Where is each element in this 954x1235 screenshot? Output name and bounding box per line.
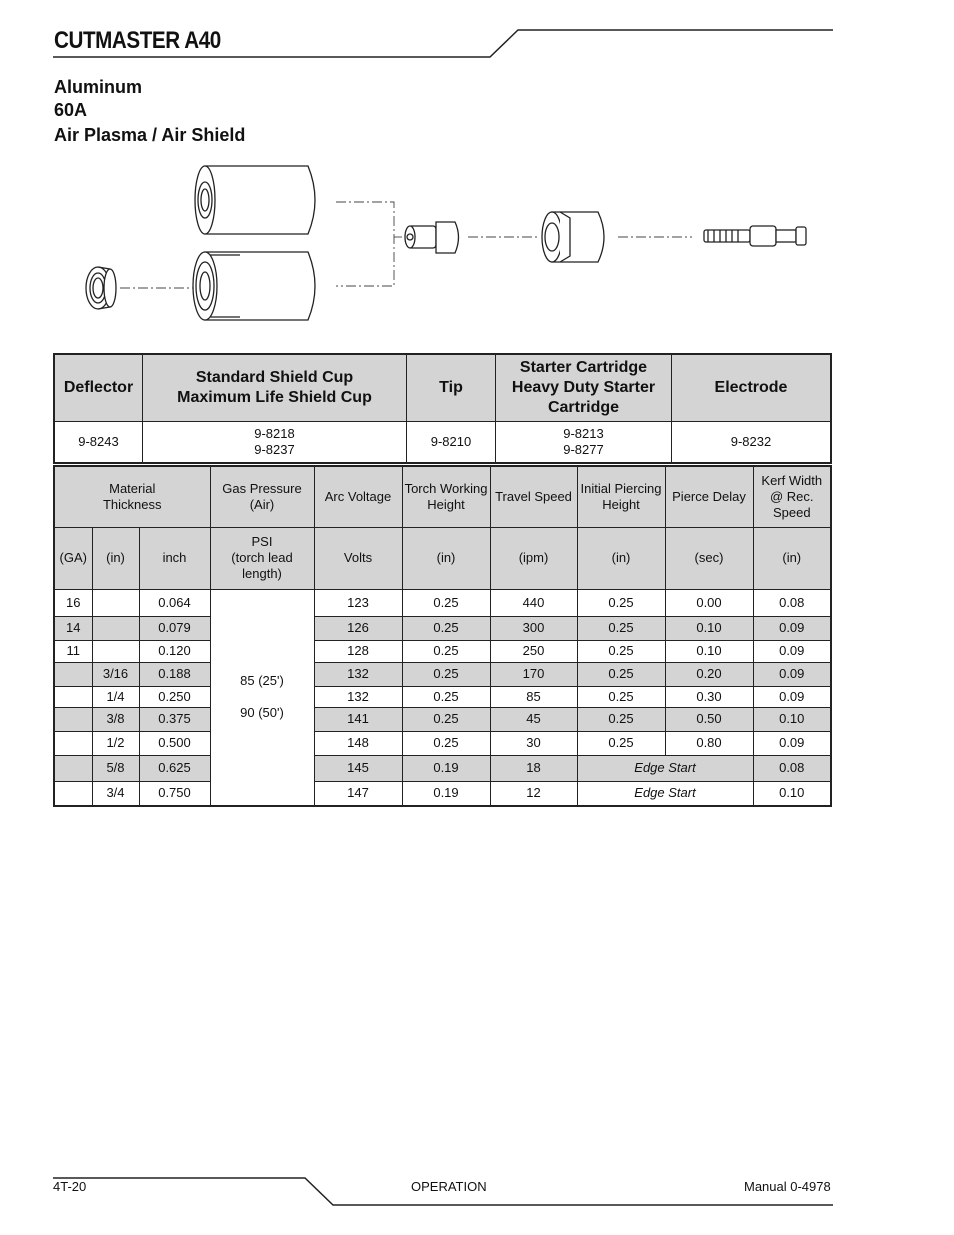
max-life-shield-cup-drawing bbox=[193, 252, 315, 320]
edge-start-cell: Edge Start bbox=[577, 755, 753, 781]
section-name: OPERATION bbox=[411, 1179, 487, 1194]
unit-inch: inch bbox=[139, 527, 210, 589]
deflector-drawing bbox=[86, 267, 116, 309]
electrode-drawing bbox=[704, 226, 806, 246]
travel-speed-cell: 12 bbox=[490, 781, 577, 806]
inch-cell: 0.375 bbox=[139, 707, 210, 731]
gauge-cell bbox=[54, 707, 92, 731]
fraction-cell bbox=[92, 616, 139, 640]
fraction-cell: 3/4 bbox=[92, 781, 139, 806]
kerf-width-cell: 0.08 bbox=[753, 589, 831, 616]
inch-cell: 0.625 bbox=[139, 755, 210, 781]
initial-piercing-height-header: Initial Piercing Height bbox=[577, 466, 665, 527]
consumables-header-row bbox=[54, 354, 831, 421]
fraction-cell: 3/16 bbox=[92, 662, 139, 686]
settings-units-row bbox=[54, 527, 831, 589]
unit-psi: PSI (torch lead length) bbox=[210, 527, 314, 589]
arc-voltage-cell: 132 bbox=[314, 662, 402, 686]
settings-row bbox=[54, 589, 831, 616]
gauge-cell bbox=[54, 662, 92, 686]
starter-cartridge-header: Starter Cartridge Heavy Duty Starter Cartridge bbox=[496, 354, 672, 421]
pressure-25ft: 85 (25') bbox=[240, 673, 284, 689]
cut-settings-table bbox=[53, 465, 832, 807]
consumables-values-row bbox=[54, 421, 831, 463]
torch-height-cell: 0.25 bbox=[402, 662, 490, 686]
material-thickness-header: Material Thickness bbox=[54, 466, 210, 527]
kerf-width-cell: 0.10 bbox=[753, 781, 831, 806]
travel-speed-cell: 170 bbox=[490, 662, 577, 686]
kerf-width-cell: 0.09 bbox=[753, 616, 831, 640]
inch-cell: 0.079 bbox=[139, 616, 210, 640]
inch-cell: 0.250 bbox=[139, 686, 210, 707]
inch-cell: 0.064 bbox=[139, 589, 210, 616]
inch-cell: 0.120 bbox=[139, 640, 210, 662]
shield-cup-part-numbers: 9-8218 9-8237 bbox=[143, 421, 407, 463]
settings-row bbox=[54, 707, 831, 731]
consumables-illustration bbox=[80, 160, 820, 330]
pierce-height-cell: 0.25 bbox=[577, 589, 665, 616]
kerf-width-cell: 0.09 bbox=[753, 662, 831, 686]
gauge-cell bbox=[54, 755, 92, 781]
gauge-cell bbox=[54, 731, 92, 755]
kerf-width-cell: 0.10 bbox=[753, 707, 831, 731]
shield-cup-header: Standard Shield Cup Maximum Life Shield Cup bbox=[143, 354, 407, 421]
travel-speed-cell: 18 bbox=[490, 755, 577, 781]
arc-voltage-cell: 123 bbox=[314, 589, 402, 616]
fraction-cell: 1/4 bbox=[92, 686, 139, 707]
tip-part-number: 9-8210 bbox=[407, 421, 496, 463]
gas-pressure-cell bbox=[210, 589, 314, 806]
deflector-header: Deflector bbox=[54, 354, 143, 421]
torch-height-cell: 0.25 bbox=[402, 731, 490, 755]
settings-row bbox=[54, 781, 831, 806]
kerf-width-cell: 0.08 bbox=[753, 755, 831, 781]
pierce-delay-cell: 0.00 bbox=[665, 589, 753, 616]
kerf-width-cell: 0.09 bbox=[753, 686, 831, 707]
torch-working-height-header: Torch Working Height bbox=[402, 466, 490, 527]
torch-height-cell: 0.25 bbox=[402, 640, 490, 662]
unit-volts: Volts bbox=[314, 527, 402, 589]
gauge-cell bbox=[54, 686, 92, 707]
standard-shield-cup-drawing bbox=[195, 166, 315, 234]
gauge-cell: 14 bbox=[54, 616, 92, 640]
electrode-header: Electrode bbox=[672, 354, 832, 421]
inch-cell: 0.500 bbox=[139, 731, 210, 755]
arc-voltage-cell: 128 bbox=[314, 640, 402, 662]
unit-iph: (in) bbox=[577, 527, 665, 589]
amperage-label: 60A bbox=[54, 100, 88, 120]
unit-sec: (sec) bbox=[665, 527, 753, 589]
gauge-cell: 11 bbox=[54, 640, 92, 662]
fraction-cell bbox=[92, 640, 139, 662]
settings-row bbox=[54, 731, 831, 755]
travel-speed-cell: 300 bbox=[490, 616, 577, 640]
electrode-part-number: 9-8232 bbox=[672, 421, 832, 463]
pierce-height-cell: 0.25 bbox=[577, 707, 665, 731]
travel-speed-cell: 250 bbox=[490, 640, 577, 662]
fraction-cell: 5/8 bbox=[92, 755, 139, 781]
arc-voltage-cell: 145 bbox=[314, 755, 402, 781]
settings-row bbox=[54, 662, 831, 686]
travel-speed-header: Travel Speed bbox=[490, 466, 577, 527]
pierce-height-cell: 0.25 bbox=[577, 616, 665, 640]
settings-row bbox=[54, 686, 831, 707]
arc-voltage-cell: 132 bbox=[314, 686, 402, 707]
starter-cartridge-drawing bbox=[542, 212, 604, 262]
settings-row bbox=[54, 616, 831, 640]
torch-height-cell: 0.25 bbox=[402, 589, 490, 616]
unit-ipm: (ipm) bbox=[490, 527, 577, 589]
unit-ga: (GA) bbox=[54, 527, 92, 589]
unit-twh: (in) bbox=[402, 527, 490, 589]
arc-voltage-header: Arc Voltage bbox=[314, 466, 402, 527]
fraction-cell: 3/8 bbox=[92, 707, 139, 731]
deflector-part-number: 9-8243 bbox=[54, 421, 143, 463]
settings-row bbox=[54, 755, 831, 781]
starter-cartridge-part-numbers: 9-8213 9-8277 bbox=[496, 421, 672, 463]
pierce-delay-cell: 0.30 bbox=[665, 686, 753, 707]
torch-height-cell: 0.25 bbox=[402, 616, 490, 640]
pressure-50ft: 90 (50') bbox=[240, 705, 284, 721]
page-number: 4T-20 bbox=[53, 1179, 87, 1194]
pierce-delay-cell: 0.50 bbox=[665, 707, 753, 731]
inch-cell: 0.188 bbox=[139, 662, 210, 686]
torch-height-cell: 0.25 bbox=[402, 686, 490, 707]
pierce-height-cell: 0.25 bbox=[577, 662, 665, 686]
pierce-delay-cell: 0.10 bbox=[665, 616, 753, 640]
pierce-delay-cell: 0.20 bbox=[665, 662, 753, 686]
tip-drawing bbox=[405, 222, 459, 253]
settings-row bbox=[54, 640, 831, 662]
travel-speed-cell: 30 bbox=[490, 731, 577, 755]
unit-in: (in) bbox=[92, 527, 139, 589]
pierce-height-cell: 0.25 bbox=[577, 640, 665, 662]
arc-voltage-cell: 148 bbox=[314, 731, 402, 755]
consumables-table bbox=[53, 353, 832, 464]
edge-start-cell: Edge Start bbox=[577, 781, 753, 806]
tip-header: Tip bbox=[407, 354, 496, 421]
gauge-cell bbox=[54, 781, 92, 806]
pierce-delay-header: Pierce Delay bbox=[665, 466, 753, 527]
unit-kerf: (in) bbox=[753, 527, 831, 589]
travel-speed-cell: 45 bbox=[490, 707, 577, 731]
pierce-height-cell: 0.25 bbox=[577, 731, 665, 755]
gas-pressure-header: Gas Pressure (Air) bbox=[210, 466, 314, 527]
travel-speed-cell: 440 bbox=[490, 589, 577, 616]
manual-number: Manual 0-4978 bbox=[744, 1179, 831, 1194]
pierce-height-cell: 0.25 bbox=[577, 686, 665, 707]
kerf-width-cell: 0.09 bbox=[753, 731, 831, 755]
arc-voltage-cell: 141 bbox=[314, 707, 402, 731]
travel-speed-cell: 85 bbox=[490, 686, 577, 707]
page-title: CUTMASTER A40 bbox=[54, 27, 221, 54]
fraction-cell bbox=[92, 589, 139, 616]
gas-label: Air Plasma / Air Shield bbox=[54, 125, 246, 145]
pierce-delay-cell: 0.80 bbox=[665, 731, 753, 755]
inch-cell: 0.750 bbox=[139, 781, 210, 806]
arc-voltage-cell: 126 bbox=[314, 616, 402, 640]
kerf-width-header: Kerf Width @ Rec. Speed bbox=[753, 466, 831, 527]
material-label: Aluminum bbox=[54, 77, 142, 97]
torch-height-cell: 0.19 bbox=[402, 781, 490, 806]
settings-header-row bbox=[54, 466, 831, 527]
torch-height-cell: 0.19 bbox=[402, 755, 490, 781]
fraction-cell: 1/2 bbox=[92, 731, 139, 755]
pierce-delay-cell: 0.10 bbox=[665, 640, 753, 662]
kerf-width-cell: 0.09 bbox=[753, 640, 831, 662]
torch-height-cell: 0.25 bbox=[402, 707, 490, 731]
arc-voltage-cell: 147 bbox=[314, 781, 402, 806]
gauge-cell: 16 bbox=[54, 589, 92, 616]
